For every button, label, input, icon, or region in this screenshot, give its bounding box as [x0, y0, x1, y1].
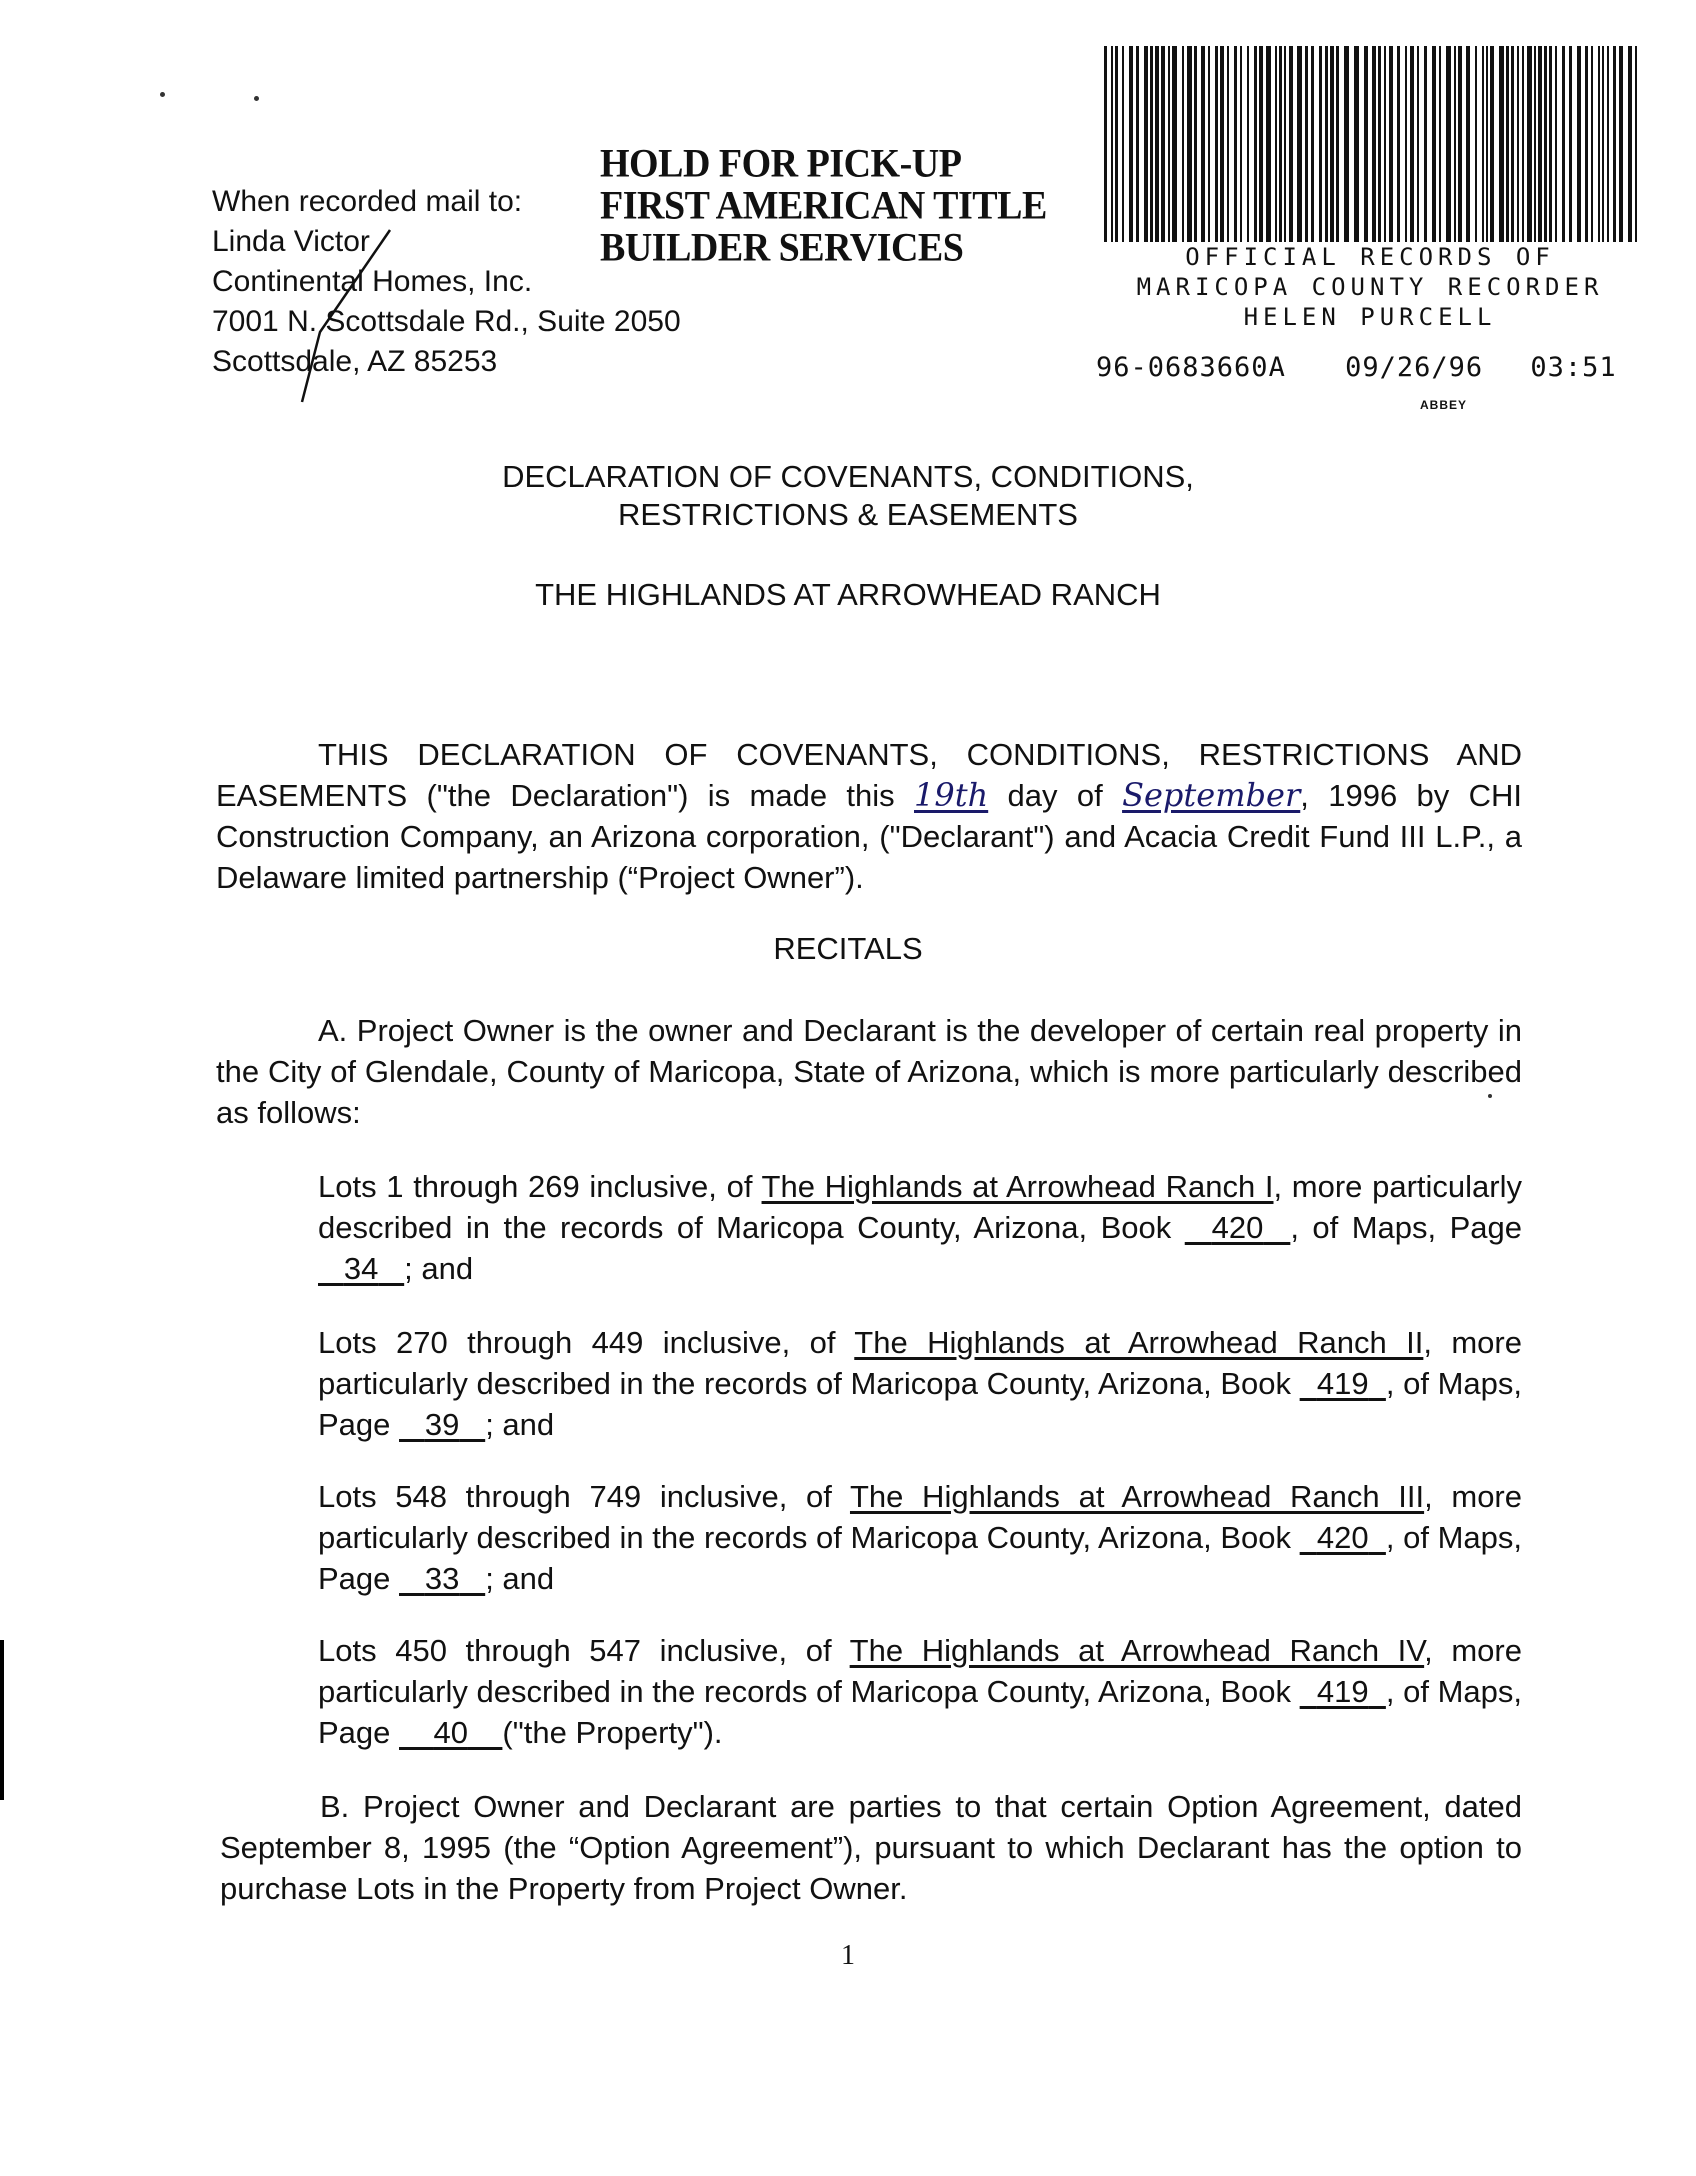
page-number-field	[318, 1251, 404, 1286]
lot-text: , more particularly described in the records of Maricopa County, Arizona, Book	[318, 1479, 1522, 1555]
page-value: 33	[424, 1561, 460, 1596]
barcode-bar	[1602, 46, 1604, 242]
mail-to-heading: When recorded mail to:	[212, 185, 523, 218]
barcode-bar	[1405, 46, 1407, 242]
barcode-bar	[1201, 46, 1205, 242]
barcode-bar	[1446, 46, 1451, 242]
mail-to-line: Continental Homes, Inc.	[212, 265, 533, 298]
barcode-bar	[1384, 46, 1386, 242]
lot-entry	[318, 1166, 1522, 1289]
barcode-bar	[1104, 46, 1107, 242]
barcode-bar	[1424, 46, 1427, 242]
scan-speck	[160, 92, 165, 97]
barcode-bar	[1397, 46, 1400, 242]
barcode-bar	[1562, 46, 1565, 242]
barcode-bar	[1319, 46, 1322, 242]
barcode-bar	[1598, 46, 1600, 242]
barcode-bar	[1544, 46, 1547, 242]
lot-text: Lots 548 through 749 inclusive, of	[318, 1479, 850, 1514]
title-line: DECLARATION OF COVENANTS, CONDITIONS,	[502, 459, 1194, 494]
document-title	[0, 458, 1696, 534]
book-number	[1300, 1520, 1386, 1555]
barcode-bar	[1499, 46, 1504, 242]
barcode-bar	[1577, 46, 1581, 242]
barcode-bar	[1475, 46, 1477, 242]
barcode-bar	[1490, 46, 1494, 242]
lot-text: , of Maps, Page	[1290, 1210, 1523, 1245]
stamp-line: HOLD FOR PICK-UP	[600, 141, 962, 187]
barcode-bar	[1161, 46, 1165, 242]
barcode-bar	[1569, 46, 1572, 242]
barcode-bar	[1538, 46, 1542, 242]
barcode-bar	[1417, 46, 1419, 242]
barcode-bar	[1439, 46, 1441, 242]
barcode-bar	[1220, 46, 1224, 242]
mail-to-line: 7001 N. Scottsdale Rd., Suite 2050	[212, 305, 681, 338]
barcode-bar	[1522, 46, 1524, 242]
book-number	[1300, 1674, 1386, 1709]
lot-text: Lots 450 through 547 inclusive, of	[318, 1633, 850, 1668]
barcode	[1104, 46, 1638, 242]
barcode-bar	[1289, 46, 1293, 242]
record-number-line	[1096, 352, 1656, 383]
handwritten-month: September	[1122, 776, 1301, 814]
barcode-bar	[1284, 46, 1286, 242]
record-number: 96-0683660	[1096, 352, 1269, 383]
barcode-bar	[1311, 46, 1314, 242]
barcode-bar	[1305, 46, 1308, 242]
lot-text: , of Maps, Page	[318, 1366, 1522, 1442]
intro-paragraph	[216, 734, 1522, 898]
barcode-bar	[1555, 46, 1557, 242]
lot-text: , more particularly described in the records of Maricopa County, Arizona, Book	[318, 1633, 1522, 1709]
barcode-bar	[1122, 46, 1124, 242]
intro-text: THIS DECLARATION OF COVENANTS, CONDITIONS, RESTRICTIONS AND EASEMENTS ("the Declaration") is made this	[216, 737, 1522, 813]
record-time: 03:51	[1530, 352, 1617, 383]
barcode-bar	[1517, 46, 1519, 242]
recorder-line: HELEN PURCELL	[1243, 303, 1497, 331]
scan-edge-mark	[0, 1640, 4, 1800]
book-value: 420	[1316, 1520, 1369, 1555]
scan-speck	[254, 96, 259, 101]
barcode-bar	[1150, 46, 1153, 242]
page-number-field	[399, 1715, 502, 1750]
mail-to-line: Linda Victor	[212, 225, 370, 258]
subdivision-name: The Highlands at Arrowhead Ranch IV	[849, 1633, 1425, 1668]
recitals-heading: RECITALS	[773, 931, 923, 966]
document-subtitle: THE HIGHLANDS AT ARROWHEAD RANCH	[535, 577, 1161, 612]
barcode-bar	[1454, 46, 1456, 242]
barcode-bar	[1325, 46, 1328, 242]
barcode-bar	[1607, 46, 1609, 242]
barcode-bar	[1613, 46, 1616, 242]
barcode-bar	[1486, 46, 1488, 242]
page-number: 1	[841, 1940, 855, 1971]
lot-text: ; and	[404, 1251, 474, 1286]
book-value: 419	[1316, 1674, 1369, 1709]
lot-text: Lots 1 through 269 inclusive, of	[318, 1169, 762, 1204]
barcode-bar	[1354, 46, 1359, 242]
barcode-bar	[1259, 46, 1263, 242]
page-number-field	[399, 1561, 485, 1596]
lot-text: ; and	[485, 1561, 555, 1596]
barcode-bar	[1330, 46, 1334, 242]
barcode-bar	[1389, 46, 1393, 242]
barcode-bar	[1172, 46, 1177, 242]
barcode-bar	[1619, 46, 1623, 242]
barcode-bar	[1432, 46, 1436, 242]
recorder-stamp	[1090, 242, 1650, 332]
barcode-bar	[1534, 46, 1536, 242]
page-value: 34	[343, 1251, 379, 1286]
barcode-bar	[1136, 46, 1139, 242]
book-number	[1300, 1366, 1386, 1401]
book-number	[1185, 1210, 1291, 1245]
barcode-bar	[1372, 46, 1376, 242]
lot-text: , of Maps, Page	[318, 1520, 1522, 1596]
barcode-bar	[1115, 46, 1118, 242]
lot-text: , more particularly described in the records of Maricopa County, Arizona, Book	[318, 1325, 1522, 1401]
handwritten-day: 19th	[914, 776, 989, 814]
book-value: 420	[1211, 1210, 1264, 1245]
lot-text: , of Maps, Page	[318, 1674, 1522, 1750]
recital-a: A. Project Owner is the owner and Declarant is the developer of certain real property in the City of Glendale, County of Maricopa, State of Arizona, which is more particularly described as follows:	[216, 1013, 1522, 1130]
record-suffix: A	[1268, 352, 1286, 383]
barcode-bar	[1466, 46, 1470, 242]
barcode-bar	[1482, 46, 1484, 242]
mail-to-line: Scottsdale, AZ 85253	[212, 345, 498, 378]
lot-text: ("the Property").	[502, 1715, 723, 1750]
barcode-bar	[1275, 46, 1277, 242]
barcode-bar	[1234, 46, 1237, 242]
recital-b: B. Project Owner and Declarant are parties to that certain Option Agreement, dated September 8, 1995 (the “Option Agreement”), pursuant to which Declarant has the option to purchase Lots in the Property from Project Owner.	[220, 1789, 1522, 1906]
lot-entry	[318, 1630, 1522, 1753]
barcode-bar	[1227, 46, 1229, 242]
barcode-bar	[1336, 46, 1339, 242]
barcode-bar	[1155, 46, 1159, 242]
barcode-bar	[1344, 46, 1349, 242]
stamp-line: FIRST AMERICAN TITLE	[600, 183, 1047, 229]
subdivision-name: The Highlands at Arrowhead Ranch I	[761, 1169, 1274, 1204]
intro-text: day of	[988, 778, 1123, 813]
subdivision-name: The Highlands at Arrowhead Ranch III	[849, 1479, 1425, 1514]
barcode-bar	[1266, 46, 1271, 242]
barcode-bar	[1279, 46, 1282, 242]
barcode-bar	[1585, 46, 1588, 242]
barcode-bar	[1240, 46, 1242, 242]
page-value: 40	[433, 1715, 468, 1750]
barcode-bar	[1364, 46, 1368, 242]
barcode-bar	[1378, 46, 1381, 242]
barcode-bar	[1410, 46, 1414, 242]
barcode-bar	[1635, 46, 1637, 242]
barcode-bar	[1215, 46, 1218, 242]
lot-text: , more particularly described in the records of Maricopa County, Arizona, Book	[318, 1169, 1522, 1245]
lot-text: ; and	[485, 1407, 555, 1442]
barcode-bar	[1247, 46, 1249, 242]
barcode-bar	[1527, 46, 1532, 242]
recorder-clerk: ABBEY	[1420, 398, 1468, 412]
barcode-bar	[1591, 46, 1593, 242]
barcode-bar	[1628, 46, 1632, 242]
recorder-line: MARICOPA COUNTY RECORDER	[1136, 273, 1604, 301]
barcode-bar	[1208, 46, 1210, 242]
barcode-bar	[1111, 46, 1113, 242]
barcode-bar	[1182, 46, 1184, 242]
lot-entry	[318, 1322, 1522, 1445]
barcode-bar	[1254, 46, 1257, 242]
hold-for-pickup-stamp	[600, 143, 1047, 269]
barcode-bar	[1168, 46, 1170, 242]
lot-entry	[318, 1476, 1522, 1599]
barcode-bar	[1187, 46, 1192, 242]
recorder-line: OFFICIAL RECORDS OF	[1185, 243, 1555, 271]
barcode-bar	[1297, 46, 1302, 242]
barcode-bar	[1194, 46, 1197, 242]
barcode-bar	[1144, 46, 1148, 242]
page-number-field	[399, 1407, 485, 1442]
book-value: 419	[1316, 1366, 1369, 1401]
subdivision-name: The Highlands at Arrowhead Ranch II	[854, 1325, 1424, 1360]
barcode-bar	[1129, 46, 1133, 242]
handwritten-slash	[280, 222, 410, 412]
barcode-bar	[1458, 46, 1462, 242]
barcode-bar	[1511, 46, 1514, 242]
record-date: 09/26/96	[1345, 352, 1484, 383]
barcode-bar	[1549, 46, 1552, 242]
title-line: RESTRICTIONS & EASEMENTS	[618, 497, 1078, 532]
stamp-line: BUILDER SERVICES	[600, 225, 964, 271]
page-value: 39	[424, 1407, 460, 1442]
intro-text: , 1996 by CHI Construction Company, an Arizona corporation, ("Declarant") and Acacia Credit Fund III L.P., a Delaware limited partnership (“Project Owner”).	[216, 778, 1522, 895]
barcode-bar	[1506, 46, 1509, 242]
lot-text: Lots 270 through 449 inclusive, of	[318, 1325, 855, 1360]
